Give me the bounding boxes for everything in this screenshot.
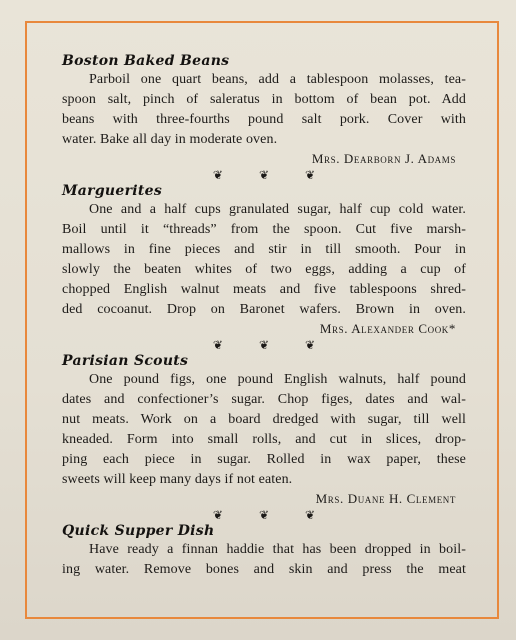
recipe-line: water. Bake all day in moderate oven. [62, 132, 278, 147]
recipe-line: beans with three-fourths pound salt pork. Cover with [62, 112, 466, 127]
recipe-body-marguerites [62, 200, 466, 320]
recipe-line: spoon salt, pinch of saleratus in bottom of bean pot. Add [62, 92, 466, 107]
recipe-author-cook: Mrs. Alexander Cook* [319, 321, 456, 336]
recipe-line: dates and confectioner’s sugar. Chop figes, dates and wal- [62, 392, 466, 407]
fleuron-ornament-icon: ❦❦❦ [212, 338, 352, 352]
recipe-title-marguerites: Marguerites [62, 183, 163, 199]
recipe-line: Parboil one quart beans, add a tablespoon molasses, tea- [89, 72, 466, 87]
recipe-line: nut meats. Work on a board dredged with sugar, till well [62, 412, 466, 427]
recipe-body-parisian-scouts [62, 370, 466, 490]
recipe-line: Boil until it “threads” from the spoon. Cut five marsh- [62, 222, 466, 237]
recipe-body-boston-baked-beans [62, 70, 466, 150]
recipe-body-quick-supper-dish [62, 540, 466, 580]
recipe-line: sweets will keep many days if not eaten. [62, 472, 293, 487]
recipe-line: slowly the beaten whites of two eggs, adding a cup of [62, 262, 466, 277]
recipe-title-quick-supper-dish: Quick Supper Dish [62, 523, 215, 539]
fleuron-ornament-icon: ❦❦❦ [212, 168, 352, 182]
recipe-author-clement: Mrs. Duane H. Clement [315, 491, 456, 506]
recipe-line: One and a half cups granulated sugar, half cup cold water. [89, 202, 466, 217]
fleuron-ornament-icon: ❦❦❦ [212, 508, 352, 522]
recipe-line: One pound figs, one pound English walnuts, half pound [89, 372, 466, 387]
recipe-line: ing water. Remove bones and skin and press the meat [62, 562, 466, 577]
recipe-line: ping each piece in sugar. Rolled in wax paper, these [62, 452, 466, 467]
recipe-author-adams: Mrs. Dearborn J. Adams [311, 151, 456, 166]
recipe-line: chopped English walnut meats and five tablespoons shred- [62, 282, 466, 297]
recipe-line: ded cocoanut. Drop on Baronet wafers. Brown in oven. [62, 302, 466, 317]
recipe-content [62, 52, 466, 580]
recipe-line: kneaded. Form into small rolls, and cut in slices, drop- [62, 432, 466, 447]
recipe-title-parisian-scouts: Parisian Scouts [62, 353, 189, 369]
recipe-line: mallows in fine pieces and stir in till smooth. Pour in [62, 242, 466, 257]
recipe-line: Have ready a finnan haddie that has been dropped in boil- [89, 542, 466, 557]
recipe-title-boston-baked-beans: Boston Baked Beans [62, 53, 230, 69]
